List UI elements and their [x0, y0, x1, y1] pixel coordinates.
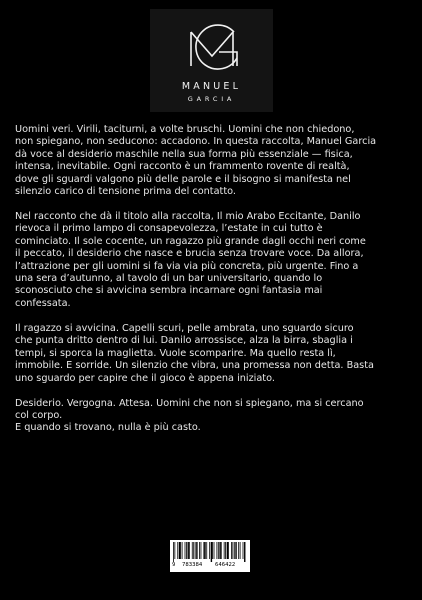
- text-line: silenzio carico di tensione prima del contatto.: [15, 186, 236, 198]
- blurb-paragraph: [15, 124, 413, 198]
- isbn-barcode-icon: [170, 542, 250, 562]
- text-line: uno sguardo per capire che il gioco è appena iniziato.: [15, 372, 275, 384]
- blurb-paragraph: [15, 211, 413, 310]
- text-line: tempi, si sporca la maglietta. Vuole scomparire. Ma quello resta lì,: [15, 347, 336, 359]
- barcode-digit-group-left: 783384: [182, 562, 203, 568]
- barcode-digit-group-right: 646422: [215, 562, 236, 568]
- text-line: l’attrazione per gli uomini si fa via via più concreta, più urgente. Fino a: [15, 260, 359, 272]
- text-line: immobile. E sorride. Un silenzio che vibra, una promessa non detta. Basta: [15, 360, 374, 372]
- author-logo: [150, 9, 273, 112]
- text-line: che punta dritto dentro di lui. Danilo arrossisce, alza la birra, sbaglia i: [15, 335, 353, 347]
- text-line: il peccato, il desiderio che nasce e brucia senza trovare voce. Da allora,: [15, 248, 364, 260]
- author-first-name: MANUEL: [181, 81, 242, 92]
- text-line: rievoca il primo lampo di consapevolezza, l’estate in cui tutto è: [15, 223, 323, 235]
- text-line: Nel racconto che dà il titolo alla raccolta, Il mio Arabo Eccitante, Danilo: [15, 211, 361, 223]
- author-last-name: GARCIA: [187, 95, 236, 103]
- back-cover-blurb: [15, 124, 413, 447]
- text-line: Il ragazzo si avvicina. Capelli scuri, pelle ambrata, uno sguardo sicuro: [15, 322, 354, 334]
- blurb-paragraph: [15, 398, 413, 435]
- text-line: confessata.: [15, 297, 71, 309]
- text-line: dà voce al desiderio maschile nella sua forma più essenziale — fisica,: [15, 148, 353, 160]
- barcode-digits: [170, 562, 250, 571]
- isbn-barcode: [170, 540, 250, 572]
- text-line: Uomini veri. Virili, taciturni, a volte bruschi. Uomini che non chiedono,: [15, 124, 355, 135]
- text-line: col corpo.: [15, 409, 63, 421]
- text-line: E quando si trovano, nulla è più casto.: [15, 422, 201, 434]
- barcode-lead-digit: 9: [172, 562, 176, 568]
- text-line: dove gli sguardi valgono più delle parole e il bisogno si manifesta nel: [15, 173, 351, 185]
- text-line: sconosciuto che si avvicina sembra incarnare ogni fantasia mai: [15, 285, 323, 297]
- text-line: una sera d’autunno, al tavolo di un bar universitario, quando lo: [15, 273, 323, 285]
- blurb-paragraph: [15, 323, 413, 385]
- text-line: non spiegano, non seducono: accadono. In questa raccolta, Manuel Garcia: [15, 136, 377, 148]
- text-line: Desiderio. Vergogna. Attesa. Uomini che non si spiegano, ma si cercano: [15, 397, 364, 409]
- text-line: intensa, inevitabile. Ogni racconto è un frammento rovente di realtà,: [15, 161, 350, 173]
- mg-monogram-icon: [177, 22, 247, 74]
- text-line: cominciato. Il sole cocente, un ragazzo più grande dagli occhi neri come: [15, 235, 366, 247]
